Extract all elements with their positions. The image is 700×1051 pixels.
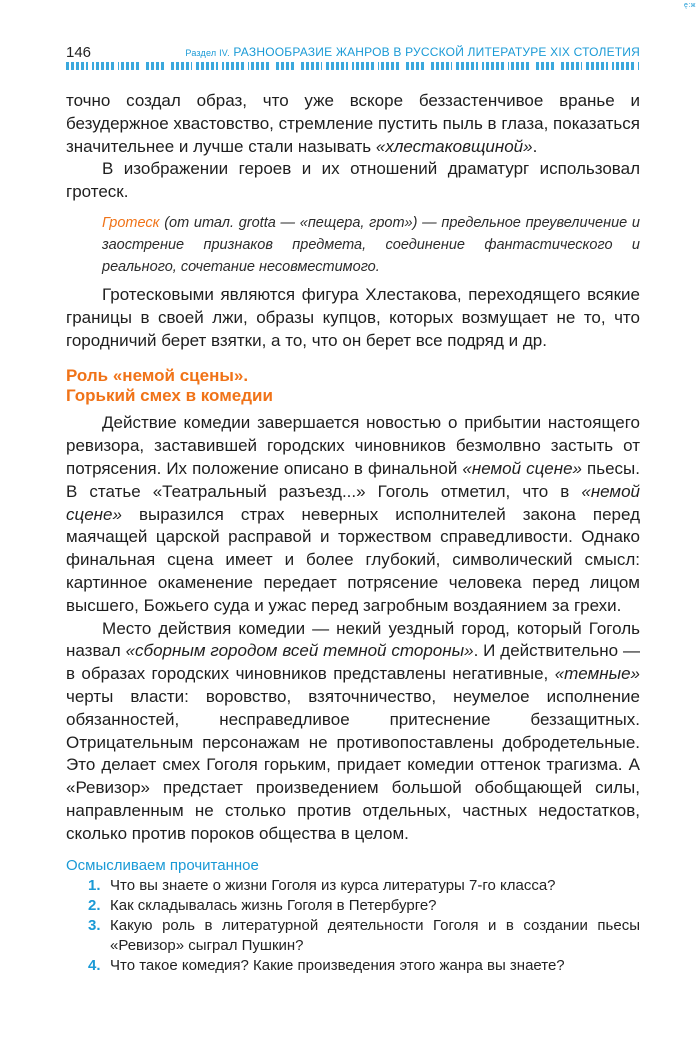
paragraph: Гротесковыми являются фигура Хлестакова, переходящего всякие границы в своей лжи, образы купцов, которых возмущает не то, что городничий берет взятки, а то, что он берет все подряд и др. [66, 284, 640, 350]
paragraph: Действие комедии завершается новостью о прибытии настоящего ревизора, заставившей городских чиновников безмолвно застыть от потрясения. Их положение описано в финальной «немой сцене» пьесы. В статье «Театральный разъезд...» Гоголь отметил, что в «немой сцене» выразился страх неверных исполнителей закона перед маячащей царской расправой и торжеством справедливости. Однако финальная сцена имеет и более глубокий, символический смысл: картинное окаменение передает потрясение человека перед лицом высшего, Божьего суда и ужас перед загробным воздаянием за грехи. [66, 413, 640, 615]
definition-block [102, 212, 640, 278]
question-number: 3. [88, 917, 101, 934]
question-number: 1. [88, 877, 101, 894]
page-header [66, 44, 640, 60]
question-number: 4. [88, 957, 101, 974]
page-number: 146 [66, 44, 92, 61]
questions-list [66, 876, 640, 976]
main-text [66, 90, 640, 846]
definition-term: Гротеск [102, 214, 160, 231]
questions-title: Осмысливаем прочитанное [66, 857, 259, 874]
question-number: 2. [88, 897, 101, 914]
paragraph-continuation: точно создал образ, что уже вскоре беззастенчивое вранье и безудержное хвастовство, стремление пустить пыль в глаза, показаться значительнее и лучше стали называть «хлестаковщиной». [66, 91, 640, 156]
section-subheading: Роль «немой сцены». Горький смех в комедии [66, 366, 273, 406]
header-ornament-divider [66, 62, 640, 70]
question-item: 3. Какую роль в литературной деятельности Гоголя и в создании пьесы «Ревизор» сыграл Пушкин? [88, 917, 640, 954]
running-title [185, 45, 640, 59]
question-item: 2. Как складывалась жизнь Гоголя в Петербурге? [88, 897, 437, 914]
questions-section [66, 857, 640, 976]
corner-mark: ę:ж [683, 2, 696, 9]
section-prefix: Раздел IV. [185, 48, 230, 58]
paragraph: Место действия комедии — некий уездный город, который Гоголь назвал «сборным городом всей темной стороны». И действительно — в образах городских чиновников представлены негативные, «темные» черты власти: воровство, взяточничество, неумелое исполнение обязанностей, несправедливое притеснение беззащитных. Отрицательным персонажам не противопоставлены добродетельные. Это делает смех Гоголя горьким, придает комедии оттенок трагизма. А «Ревизор» предстает произведением большой обобщающей силы, направленным не столько против отдельных, частных недостатков, сколько против пороков общества в целом. [66, 618, 640, 843]
section-title: РАЗНООБРАЗИЕ ЖАНРОВ В РУССКОЙ ЛИТЕРАТУРЕ XIX СТОЛЕТИЯ [233, 45, 640, 59]
italic-term: «хлестаковщиной» [375, 136, 533, 156]
question-item: 1. Что вы знаете о жизни Гоголя из курса литературы 7-го класса? [88, 877, 556, 894]
paragraph: В изображении героев и их отношений драматург использовал гротеск. [66, 159, 640, 202]
question-item: 4. Что такое комедия? Какие произведения этого жанра вы знаете? [88, 957, 565, 974]
definition-text: (от итал. grotta — «пещера, грот») — предельное преувеличение и заострение признаков предмета, соединение фантастического и реального, сочетание несовместимого. [102, 214, 640, 275]
